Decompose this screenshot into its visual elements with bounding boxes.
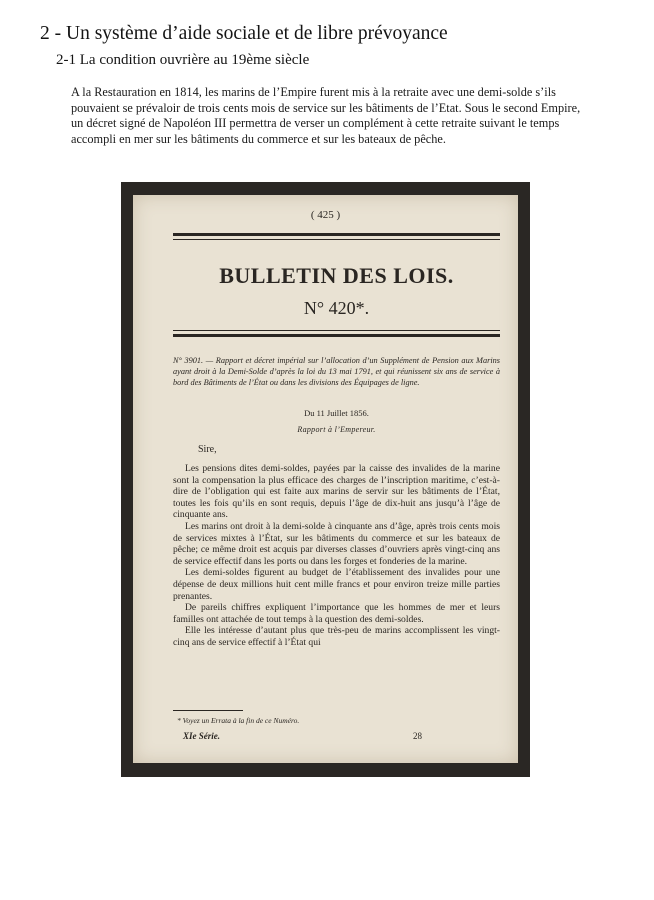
salutation: Sire, <box>198 444 217 455</box>
footnote: * Voyez un Errata à la fin de ce Numéro. <box>177 716 300 725</box>
mid-thin-rule <box>173 330 500 331</box>
report-paragraph: Les pensions dites demi-soldes, payées par la caisse des invalides de la marine sont la compensation la plus efficace des charges de l’inscription maritime, c’est-à-dire de l’obligation qui est faite aux marins de servir sur les bâtiments de l’État, toutes les fois qu’ils en sont requis, depuis l’âge de dix-huit ans jusqu’à l’âge de cinquante ans. <box>173 463 500 521</box>
decree-summary: N° 3901. — Rapport et décret impérial sur l’allocation d’un Supplément de Pension aux Marins ayant droit à la Demi-Solde d’après la loi du 13 mai 1791, et qui réunissent six ans de service à bord des Bâtiments de l’État ou dans les divisions des Équipages de ligne. <box>173 356 500 388</box>
mid-thick-rule <box>173 334 500 337</box>
subsection-heading: 2-1 La condition ouvrière au 19ème siècle <box>56 52 310 68</box>
footnote-rule <box>173 710 243 711</box>
report-body <box>173 463 500 649</box>
bulletin-page <box>133 195 518 763</box>
section-heading: 2 - Un système d’aide sociale et de libre prévoyance <box>40 23 448 44</box>
decree-date: Du 11 Juillet 1856. <box>304 408 369 418</box>
rapport-heading: Rapport à l’Empereur. <box>297 425 376 434</box>
report-paragraph: Les marins ont droit à la demi-solde à cinquante ans d’âge, après trois cents mois de services mixtes à l’État, sur les bâtiments du commerce et sur les bateaux de pêche; ce même droit est acquis par diverses classes d’ouvriers après vingt-cinq ans de service effectif dans les ports ou dans les forges et fonderies de la marine. <box>173 520 500 567</box>
top-thick-rule <box>173 233 500 236</box>
bulletin-title: BULLETIN DES LOIS. <box>219 263 454 288</box>
page-number: ( 425 ) <box>310 209 341 221</box>
report-paragraph: Elle les intéresse d’autant plus que très-peu de marins accomplissent les vingt-cinq ans de service effectif à l’État qui <box>173 625 500 648</box>
sheet-number: 28 <box>413 731 422 741</box>
series-label: XIe Série. <box>183 731 220 741</box>
bulletin-number: N° 420*. <box>303 298 370 318</box>
report-paragraph: Les demi-soldes figurent au budget de l’établissement des invalides pour une dépense de deux millions huit cent mille francs et pour environ treize mille parties prenantes. <box>173 567 500 602</box>
top-thin-rule <box>173 239 500 240</box>
intro-paragraph: A la Restauration en 1814, les marins de l’Empire furent mis à la retraite avec une demi-solde s’ils pouvaient se prévaloir de trois cents mois de service sur les bâtiments de l’Etat. Sous le second Empire, un décret signé de Napoléon III permettra de verser un complément à cette retraite suivant le temps accompli en mer sur les bâtiments du commerce et sur les bateaux de pêche. <box>71 85 581 146</box>
report-paragraph: De pareils chiffres expliquent l’importance que les hommes de mer et leurs familles ont attachée de tout temps à la question des demi-soldes. <box>173 602 500 625</box>
